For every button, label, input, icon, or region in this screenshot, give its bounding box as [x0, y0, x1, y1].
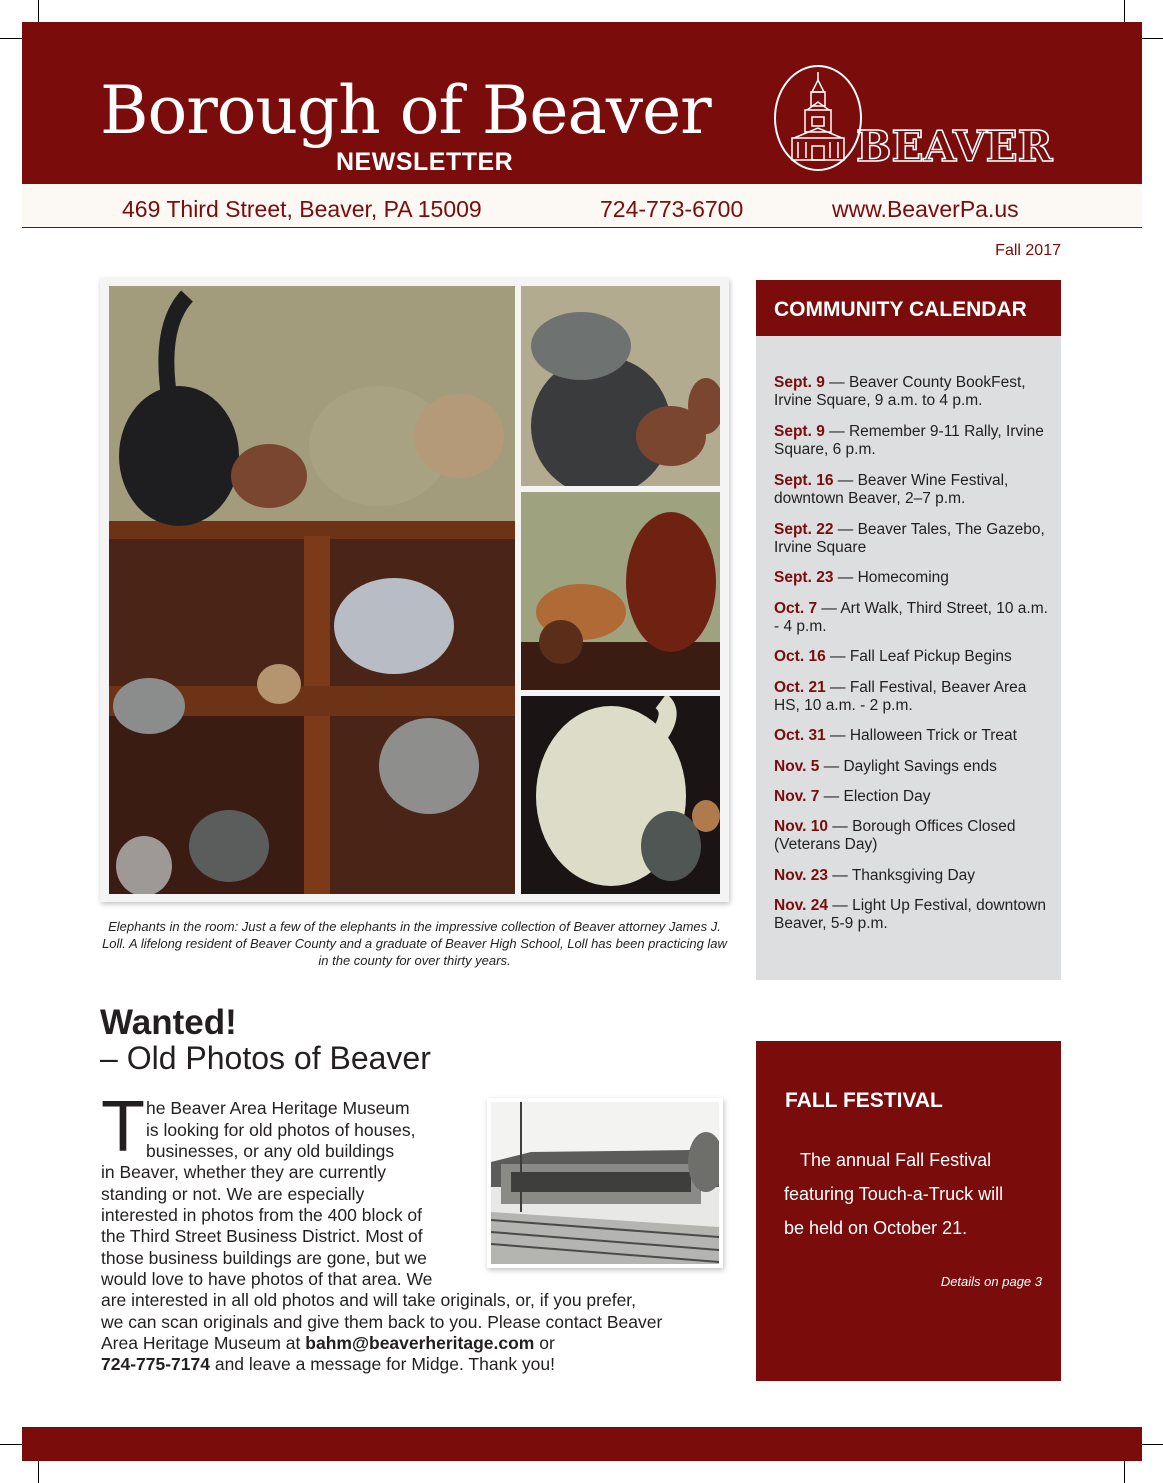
article-line: businesses, or any old buildings [146, 1141, 395, 1161]
festival-text: be held on October 21. [784, 1218, 968, 1238]
address-text: 469 Third Street, Beaver, PA 15009 [122, 196, 482, 222]
calendar-item [774, 648, 1054, 666]
calendar-item [774, 569, 1054, 587]
article-title: Wanted! [100, 1003, 237, 1042]
festival-text: featuring Touch-a-Truck will [784, 1184, 1004, 1204]
crop-mark [0, 1444, 22, 1445]
event-text: — Homecoming [833, 569, 949, 586]
article-line: are interested in all old photos and will take originals, or, if you prefer, [101, 1290, 637, 1310]
drop-cap: T [101, 1087, 145, 1167]
calendar-item [774, 472, 1054, 508]
crop-mark [1124, 1461, 1125, 1483]
photo-elephant-wood [521, 492, 720, 690]
elephant-photo-collage [100, 278, 729, 902]
newsletter-subtitle: NEWSLETTER [336, 148, 514, 176]
festival-note: Details on page 3 [940, 1274, 1042, 1289]
calendar-item [774, 867, 1054, 885]
calendar-item [774, 727, 1054, 745]
crop-mark [38, 0, 39, 22]
event-date: Nov. 10 [774, 818, 828, 835]
article-line: interested in photos from the 400 block of [101, 1205, 423, 1225]
event-text: — Light Up Festival, downtown Beaver, 5-9 p.m. [774, 897, 1046, 932]
article-line: we can scan originals and give them back to you. Please contact Beaver [101, 1312, 663, 1332]
article-line: would love to have photos of that area. We [101, 1269, 433, 1289]
calendar-item [774, 374, 1054, 410]
email-link[interactable]: bahm@beaverheritage.com [305, 1333, 535, 1353]
footer-bar [22, 1427, 1142, 1461]
photo-elephant-ivory [521, 696, 720, 894]
crop-mark [38, 1461, 39, 1483]
website-link[interactable]: www.BeaverPa.us [832, 196, 1019, 222]
masthead [22, 22, 1142, 184]
newsletter-title: Borough of Beaver [100, 72, 711, 149]
beaver-logo [772, 62, 1072, 174]
event-text: — Beaver Wine Festival, downtown Beaver, 2–7 p.m. [774, 472, 1009, 507]
logo-text: BEAVER [856, 122, 1053, 171]
event-text: — Borough Offices Closed (Veterans Day) [774, 818, 1016, 853]
event-date: Oct. 31 [774, 727, 826, 744]
event-text: — Fall Leaf Pickup Begins [825, 648, 1012, 665]
event-date: Nov. 24 [774, 897, 828, 914]
event-text: — Election Day [819, 788, 931, 805]
article-line [101, 1354, 555, 1375]
calendar-item [774, 788, 1054, 806]
photo-elephant-grey [521, 286, 720, 486]
article-line: he Beaver Area Heritage Museum [146, 1098, 410, 1118]
contact-bar [22, 184, 1142, 228]
fall-festival-box [756, 1041, 1061, 1381]
event-text: — Daylight Savings ends [819, 758, 997, 775]
calendar-item [774, 679, 1054, 715]
event-date: Sept. 16 [774, 472, 834, 489]
event-text: — Beaver Tales, The Gazebo, Irvine Square [774, 521, 1045, 556]
calendar-title: COMMUNITY CALENDAR [774, 298, 1027, 321]
event-date: Nov. 5 [774, 758, 820, 775]
event-text: — Art Walk, Third Street, 10 a.m. - 4 p.m. [774, 600, 1048, 635]
event-date: Nov. 23 [774, 867, 828, 884]
event-date: Sept. 23 [774, 569, 834, 586]
article-line: those business buildings are gone, but we [101, 1248, 427, 1268]
crop-mark [1141, 1444, 1163, 1445]
event-text: — Halloween Trick or Treat [825, 727, 1017, 744]
article-line: in Beaver, whether they are currently [101, 1162, 387, 1182]
festival-text: The annual Fall Festival [800, 1150, 992, 1170]
calendar-item [774, 521, 1054, 557]
festival-title: FALL FESTIVAL [785, 1089, 943, 1112]
calendar-item [774, 818, 1054, 854]
event-text: — Thanksgiving Day [828, 867, 976, 884]
calendar-header [756, 280, 1061, 336]
event-date: Sept. 22 [774, 521, 834, 538]
photo-train-depot [487, 1098, 723, 1268]
event-date: Sept. 9 [774, 374, 825, 391]
calendar-item [774, 758, 1054, 776]
article-line: the Third Street Business District. Most of [101, 1226, 423, 1246]
event-text: — Fall Festival, Beaver Area HS, 10 a.m. - 2 p.m. [774, 679, 1027, 714]
museum-phone: 724-775-7174 [101, 1354, 210, 1374]
crop-mark [1124, 0, 1125, 22]
article-line: standing or not. We are especially [101, 1184, 365, 1204]
article-text: and leave a message for Midge. Thank you! [209, 1354, 556, 1374]
article-line [101, 1333, 555, 1354]
calendar-item [774, 897, 1054, 933]
article-text: or [534, 1333, 555, 1353]
crop-mark [1141, 38, 1163, 39]
event-date: Nov. 7 [774, 788, 820, 805]
issue-date: Fall 2017 [995, 242, 1061, 259]
article-subtitle: – Old Photos of Beaver [100, 1040, 431, 1076]
phone-text: 724-773-6700 [600, 196, 744, 222]
event-text: — Beaver County BookFest, Irvine Square, 9 a.m. to 4 p.m. [774, 374, 1026, 409]
community-calendar [756, 280, 1061, 980]
calendar-item [774, 600, 1054, 636]
event-date: Oct. 16 [774, 648, 826, 665]
article-line: is looking for old photos of houses, [146, 1120, 416, 1140]
article-text: Area Heritage Museum at [101, 1333, 306, 1353]
event-date: Oct. 7 [774, 600, 818, 617]
event-text: — Remember 9-11 Rally, Irvine Square, 6 p.m. [774, 423, 1044, 458]
photo-elephant-shelf [109, 286, 515, 894]
event-date: Oct. 21 [774, 679, 826, 696]
event-date: Sept. 9 [774, 423, 825, 440]
photo-caption: Elephants in the room: Just a few of the elephants in the impressive collection of Beaver attorney James J. Loll. A lifelong resident of Beaver County and a graduate of Beaver High School, Loll has been practicing law in the county for over thirty years. [102, 919, 727, 968]
crop-mark [0, 38, 22, 39]
calendar-item [774, 423, 1054, 459]
